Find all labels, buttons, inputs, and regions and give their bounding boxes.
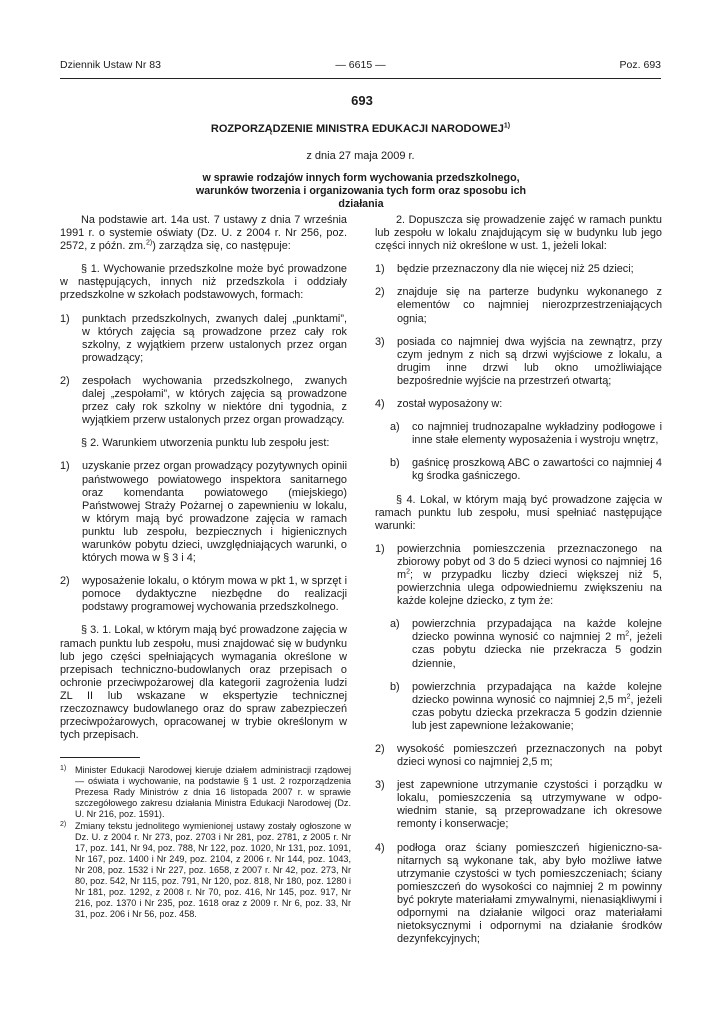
- list-item-number: 4): [375, 398, 385, 411]
- list-item-number: 3): [375, 779, 385, 792]
- page-header: [60, 59, 661, 75]
- list-item: [375, 336, 662, 388]
- sub-list-item: [375, 681, 662, 733]
- list-item-number: 3): [375, 335, 385, 348]
- sub-list-item: [375, 457, 662, 483]
- list-item: [60, 375, 347, 427]
- sub-list-item: [375, 421, 662, 447]
- list-item: [375, 286, 662, 325]
- act-number: 693: [351, 93, 373, 108]
- list-item-text: posiada co najmniej dwa wyjścia na zewnątrz, przy czym jednym z nich są drzwi wyjściowe z lokalu, a drugim inne drzwi lub okno umożliwiające bezpośrednie wyjście na przestrzeń otwartą;: [397, 335, 662, 387]
- sub-item-text: co najmniej trudnozapalne wykładziny podłogowe i inne stałe elementy wyposażenia i wystroju wnętrz,: [412, 421, 662, 447]
- list-item-text: podłoga oraz ściany pomieszczeń higieniczno-sanitarnych są wykonane tak, aby było możliwe łatwe utrzymanie czystości w tych pomieszczeniach; ściany pomieszczeń do wysokości co najmniej 2 m powinny być pokryte materiałami zmywalnymi, nienasiąkliwymi i odpornymi na działanie wilgoci oraz materiałami nietoksycznymi i odpornymi na działanie środków dezynfekcyjnych;: [397, 841, 662, 946]
- list-item-text: będzie przeznaczony dla nie więcej niż 25 dzieci;: [397, 263, 634, 276]
- list-item: [375, 263, 662, 276]
- sub-item-letter: a): [390, 421, 400, 434]
- list-item-text: jest zapewnione utrzymanie czystości i porządku w lokalu, pomieszczenia są utrzymywane w odpowiednim stanie, są przeprowadzane ich okresowe remonty i konserwacje;: [397, 779, 662, 831]
- section-4-paragraph: § 4. Lokal, w którym mają być prowadzone zajęcia w ramach punktu lub zespołu, musi spełniać następujące warunki:: [375, 493, 662, 532]
- list-item-text: wyposażenie lokalu, o którym mowa w pkt 1, w sprzęt i pomoce dydaktyczne niezbędne do realizacji podstawy programowej wychowania przedszkolnego.: [82, 575, 347, 614]
- list-item: [375, 779, 662, 831]
- list-item-number: 4): [375, 841, 385, 854]
- list-item-text: znajduje się na parterze budynku wykonanego z elementów co najmniej nierozprzestrzeniających ognia;: [397, 286, 662, 325]
- list-item-number: 1): [375, 542, 385, 555]
- footnote-text: Zmiany tekstu jednolitego wymienionej ustawy zostały ogłoszone w Dz. U. z 2004 r. Nr 273, poz. 2703 i Nr 281, poz. 2781, z 2005 r. Nr 17, poz. 141, Nr 94, poz. 788, Nr 122, poz. 1020, Nr 131, poz. 1091, Nr 167, poz. 1400 i Nr 249, poz. 2104, z 2006 r. Nr 144, poz. 1043, Nr 208, poz. 1532 i Nr 227, poz. 1658, z 2007 r. Nr 42, poz. 273, Nr 80, poz. 542, Nr 115, poz. 791, Nr 120, poz. 818, Nr 180, poz. 1280 i Nr 181, poz. 1292, z 2008 r. Nr 70, poz. 416, Nr 145, poz. 917, Nr 216, poz. 1370 i Nr 235, poz. 1618 oraz z 2009 r. Nr 6, poz. 33, Nr 31, poz. 206 i Nr 56, poz. 458.: [75, 821, 351, 919]
- sub-list-item: [375, 618, 662, 670]
- area-unit-superscript: 2: [626, 693, 631, 701]
- section-2-paragraph: § 2. Warunkiem utworzenia punktu lub zespołu jest:: [81, 437, 330, 450]
- footnotes: [60, 765, 351, 921]
- footnote-text: Minister Edukacji Narodowej kieruje działem administracji rządowej — oświata i wychowanie, na podstawie § 1 ust. 2 rozporządzenia Prezesa Rady Ministrów z dnia 16 listopada 2007 r. w sprawie szczegółowego zakresu działania Ministra Edukacji Narodowej (Dz. U. Nr 216, poz. 1591).: [75, 765, 351, 819]
- list-item: [60, 460, 347, 565]
- list-item-number: 1): [60, 460, 70, 473]
- regulation-date: z dnia 27 maja 2009 r.: [306, 150, 415, 162]
- section-3-2-paragraph: 2. Dopuszcza się prowadzenie zajęć w ramach punktu lub zespołu w lokalu znajdującym się w budynku lub jego części innych niż określone w ust. 1, jeżeli lokal:: [375, 214, 662, 253]
- area-unit-superscript: 2: [625, 630, 630, 638]
- page-number: — 6615 —: [335, 59, 386, 71]
- list-item: [375, 743, 662, 769]
- list-item-number: 2): [375, 286, 385, 299]
- footnote: [60, 821, 351, 920]
- area-unit-superscript: 2: [406, 568, 410, 576]
- sub-item-text: gaśnicę proszkową ABC o zawartości co najmniej 4 kg środka gaśniczego.: [412, 457, 662, 483]
- list-item-number: 2): [60, 575, 70, 588]
- list-item-text: został wyposażony w:: [397, 398, 503, 411]
- list-item-text: uzyskanie przez organ prowadzący pozytywnych opinii państwowego powiatowego inspektora sanitarnego oraz komendanta powiatowego (miejskiego) Państwowej Straży Pożarnej o zapewnieniu w lokalu, w którym mają być prowadzone zajęcia w ramach punktu lub zespołu, bezpiecznych i higienicznych warunków pobytu dzieci, uwzględniających warunki, o których mowa w § 3 i 4;: [82, 460, 347, 565]
- intro-text-a: Na podstawie art. 14a ust. 7 ustawy z dnia 7 września 1991 r. o systemie oświaty (Dz. U. z 2004 r. Nr 256, poz. 2572, z późn. zm.: [60, 214, 347, 253]
- list-item: [375, 842, 662, 947]
- footnote-rule: [60, 757, 140, 758]
- list-item-text: zespołach wychowania przedszkolnego, zwanych dalej „zespołami”, w których zajęcia są prowadzone przez cały rok szkolny w niektóre dni tygodnia, z wyjątkiem przerw ustalonych przez organ prowadzący.: [82, 374, 347, 427]
- position-number: Poz. 693: [619, 59, 661, 71]
- left-column: [60, 214, 347, 752]
- list-item-number: 1): [375, 263, 385, 276]
- footnote-marker: 1): [60, 765, 67, 772]
- sub-item-text-b: , jeżeli czas pobytu dziecka nie przekracza 5 godzin dziennie,: [412, 631, 662, 670]
- list-item-text: wysokość pomieszczeń przeznaczonych na pobyt dzieci wynosi co najmniej 2,5 m;: [397, 743, 662, 769]
- area-requirement-text-a: powierzchnia pomieszczenia przeznaczonego na zbiorowy pobyt od 3 do 5 dzieci wynosi co najmniej 16 m: [397, 542, 662, 581]
- title-footnote-ref: 1): [503, 122, 511, 130]
- regulation-subject: w sprawie rodzajów innych form wychowania przedszkolnego, warunków tworzenia i organizowania tych form oraz sposobu ich działania: [195, 172, 527, 210]
- sub-item-letter: b): [390, 457, 400, 470]
- sub-item-text-a: powierzchnia przypadająca na każde kolejne dziecko powinna wynosić co najmniej 2 m: [412, 618, 662, 644]
- intro-text-b: ) zarządza się, co następuje:: [152, 240, 291, 253]
- footnote: [60, 765, 351, 820]
- list-item: [60, 313, 347, 365]
- list-item-number: 1): [60, 312, 70, 325]
- sub-item-text-b: , jeżeli czas pobytu dziecka przekracza 5 godzin dziennie lub jest zapewnione leżakowanie;: [412, 693, 663, 732]
- legal-basis-paragraph: [60, 214, 347, 253]
- list-item: [375, 543, 662, 608]
- right-column: [375, 214, 662, 956]
- section-1-paragraph: § 1. Wychowanie przedszkolne może być prowadzone w następujących, innych niż przedszkola i oddziały przedszkolne w szkołach podstawowych, formach:: [60, 263, 347, 302]
- regulation-title: [60, 123, 661, 135]
- header-rule: [60, 78, 661, 79]
- list-item: [60, 575, 347, 614]
- sub-item-letter: b): [390, 680, 400, 693]
- list-item-text: punktach przedszkolnych, zwanych dalej „punktami”, w których zajęcia są prowadzone przez cały rok szkolny, z wyjątkiem przerw ustalonych przez organ prowadzący;: [82, 312, 347, 364]
- list-item-number: 2): [60, 374, 70, 387]
- title-text: ROZPORZĄDZENIE MINISTRA EDUKACJI NARODOWEJ: [210, 123, 504, 135]
- list-item-number: 2): [375, 743, 385, 755]
- sub-item-text-a: powierzchnia przypadająca na każde kolejne dziecko powinna wynosić co najmniej 2,5 m: [412, 680, 662, 706]
- sub-item-letter: a): [390, 618, 400, 631]
- area-requirement-text-b: ; w przypadku liczby dzieci większej niż 5, powierzchnia ulega odpowiedniemu zwiększeniu na każde kolejne dziecko, z tym że:: [397, 568, 662, 608]
- footnote-marker: 2): [60, 821, 67, 828]
- section-3-paragraph: § 3. 1. Lokal, w którym mają być prowadzone zajęcia w ramach punktu lub zespołu, musi znajdować się w budynku lub jego części spełniających wymagania określone w przepisach techniczno-budowlanych oraz przepisach o ochronie przeciwpożarowej dla kategorii zagrożenia ludzi ZL II lub wskazane w ekspertyzie technicznej rzeczoznawcy budowlanego oraz do spraw zabezpieczeń przeciwpożarowych, opracowanej w trybie określonym w tych przepisach.: [60, 624, 347, 742]
- intro-footnote-ref: 2): [145, 239, 153, 247]
- list-item: [375, 398, 662, 411]
- journal-name: Dziennik Ustaw Nr 83: [60, 59, 161, 71]
